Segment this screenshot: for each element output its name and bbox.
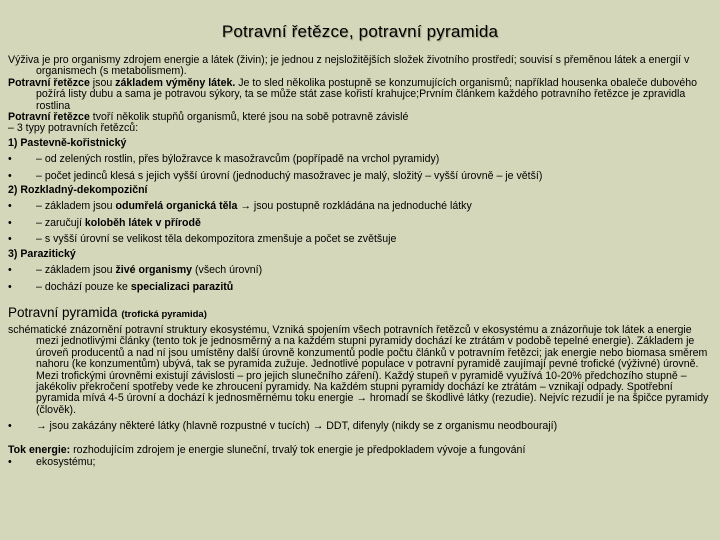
bullet-icon: • xyxy=(8,216,12,229)
list-item: • → jsou zakázány některé látky (hlavně rozpustné v tucích) → DDT, difenyly (nikdy se z organismu neodbourají) xyxy=(8,420,558,433)
intro-paragraph-3: Potravní řetězce tvoří několik stupňů organismů, které jsou na sobě potravně závislé xyxy=(8,111,409,124)
intro-paragraph-1: Výživa je pro organismy zdrojem energie a látek (živin); je jednou z nejsložitějších složek životního prostředí; souvisí s přeměnou látek a energií v organismech (s metabolismem). xyxy=(8,54,690,78)
energy-flow-paragraph: Tok energie: rozhodujícím zdrojem je energie sluneční, trvalý tok energie je předpokladem vývoje a fungování xyxy=(8,443,526,456)
intro-paragraph-2: Potravní řetězce jsou základem výměny látek. Je to sled několika postupně se konzumujících organismů; například housenka obaleče dubového požírá listy dubu a sama je potravou sýkory, ta se může stát zase kořistí krahujce;Prvním článkem každého potravního řetězce je zpravidla rostlina xyxy=(8,76,698,112)
bullet-icon: • xyxy=(8,420,12,433)
type-header-grazing: 1) Pastevně-kořistnický xyxy=(8,136,127,149)
list-item: • – od zelených rostlin, přes býložravce k masožravcům (popřípadě na vrchol pyramidy) xyxy=(8,153,440,166)
list-item: • – počet jedinců klesá s jejich vyšší úrovní (jednoduchý masožravec je malý, složitý – vyšší úrovně – je větší) xyxy=(8,169,543,182)
pyramid-title: Potravní pyramida xyxy=(8,304,118,320)
bullet-icon: • xyxy=(8,169,12,182)
energy-flow-label: Tok energie: xyxy=(8,443,71,456)
food-chain-term: Potravní řetězce xyxy=(8,76,90,89)
pyramid-description: schématické znázornění potravní struktury ekosystému, Vzniká spojením všech potravních řetězců v ekosystému a znázorňuje tok látek a energie mezi jednotlivými články (tento tok je jednosměrný a na každém stupni pyramidy dochází ke ztrátám v podobě tepelné energie). Základem je úroveň producentů a nad ní jsou umístěny další úrovně konzumentů podle počtu článků v potravním řetězci; jak energie nebo biomasa směrem nahoru (ke konzumentům) ubývá, tak se pyramida zužuje. Jednotlivé populace v potravní pyramidě zaujímají pevné trofické (výživné) úrovně. Mezi trofickými úrovněmi existují závislosti – pro jejich slunečního záření). Každý stupeň v pyramidě využívá 10-20% předchozího stupně – jakékoliv překročení spotřeby vede ke zhroucení pyramidy. Na každém stupni pyramidy dochází ke ztrátám – vznikají odpady. Spotřební pyramida mívá 4-5 úrovní a dochází k jednosměrnému toku energie → hromadí se škodlivé látky (rezudie). Nejvíc rezudií je na špičce pyramidy (člověk). xyxy=(8,323,709,416)
type-header-decomposition: 2) Rozkladný-dekompoziční xyxy=(8,184,148,197)
list-item: • – zaručují koloběh látek v přírodě xyxy=(8,216,201,229)
bullet-icon: • xyxy=(8,455,12,468)
slide-content xyxy=(8,55,714,470)
bullet-icon: • xyxy=(8,200,12,213)
bullet-icon: • xyxy=(8,153,12,166)
list-item: • – dochází pouze ke specializaci parazitů xyxy=(8,280,234,293)
list-item: • – základem jsou odumřelá organická těla → jsou postupně rozkládána na jednoduché látky xyxy=(8,200,472,213)
list-item: • ekosystému; xyxy=(8,455,96,468)
pyramid-subtitle: (trofická pyramida) xyxy=(121,308,207,320)
bullet-icon: • xyxy=(8,280,12,293)
list-item: • – s vyšší úrovní se velikost těla dekompozitora zmenšuje a počet se zvětšuje xyxy=(8,233,397,246)
intro-paragraph-4: – 3 typy potravních řetězců: xyxy=(8,122,139,135)
list-item: • – základem jsou živé organismy (všech úrovní) xyxy=(8,264,263,277)
pyramid-heading xyxy=(8,305,714,323)
slide-title: Potravní řetězce, potravní pyramida xyxy=(221,22,499,41)
type-header-parasitic: 3) Parazitický xyxy=(8,247,76,260)
bullet-icon: • xyxy=(8,233,12,246)
bullet-icon: • xyxy=(8,264,12,277)
